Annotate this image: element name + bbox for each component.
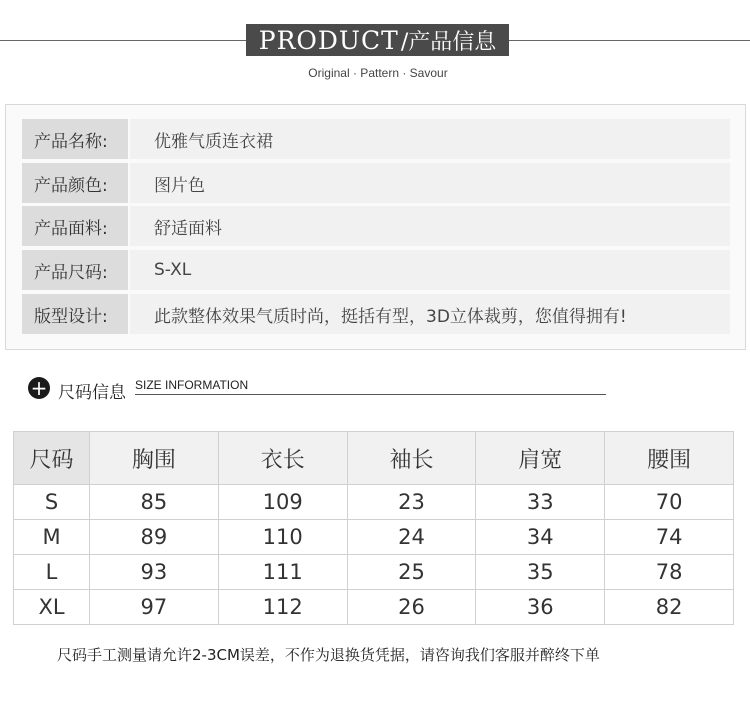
table-row: [14, 520, 734, 555]
info-label: 产品面料:: [22, 206, 128, 246]
table-cell: 24: [347, 520, 476, 555]
table-row: [14, 485, 734, 520]
table-cell: 111: [218, 555, 347, 590]
info-row-color: [22, 163, 730, 203]
info-row-design: [22, 294, 730, 334]
size-section-title: 尺码信息: [58, 383, 126, 403]
info-value: S-XL: [130, 250, 730, 290]
table-cell: 85: [90, 485, 219, 520]
info-label: 产品颜色:: [22, 163, 128, 203]
header-title-en: PRODUCT: [258, 25, 399, 55]
table-cell: 89: [90, 520, 219, 555]
table-row: [14, 555, 734, 590]
size-section-subtitle: SIZE INFORMATION: [135, 378, 249, 392]
table-cell: L: [14, 555, 90, 590]
table-cell: 70: [605, 485, 734, 520]
table-row: [14, 590, 734, 625]
col-header-bust: 胸围: [90, 432, 219, 485]
info-value: 舒适面料: [130, 206, 730, 246]
table-cell: 109: [218, 485, 347, 520]
info-value: 此款整体效果气质时尚，挺括有型，3D立体裁剪，您值得拥有!: [130, 294, 730, 334]
product-info-panel: [5, 104, 746, 350]
table-cell: 110: [218, 520, 347, 555]
col-header-sleeve: 袖长: [347, 432, 476, 485]
table-cell: S: [14, 485, 90, 520]
header-banner: [246, 24, 509, 56]
table-cell: 93: [90, 555, 219, 590]
table-cell: 23: [347, 485, 476, 520]
col-header-length: 衣长: [218, 432, 347, 485]
header-title-cn: /产品信息: [400, 29, 497, 55]
table-cell: 78: [605, 555, 734, 590]
table-cell: 74: [605, 520, 734, 555]
table-cell: 112: [218, 590, 347, 625]
info-row-name: [22, 119, 730, 159]
col-header-shoulder: 肩宽: [476, 432, 605, 485]
size-table: [13, 431, 734, 625]
table-cell: 25: [347, 555, 476, 590]
size-section-rule: [135, 394, 606, 395]
header-subtitle: Original · Pattern · Savour: [308, 66, 448, 80]
plus-circle-icon: +: [28, 377, 50, 399]
measurement-note: 尺码手工测量请允许2-3CM误差，不作为退换货凭据，请咨询我们客服并醉终下单: [57, 646, 600, 664]
table-cell: XL: [14, 590, 90, 625]
size-table-header: [14, 432, 734, 485]
info-label: 版型设计:: [22, 294, 128, 334]
table-cell: 34: [476, 520, 605, 555]
info-label: 产品尺码:: [22, 250, 128, 290]
info-label: 产品名称:: [22, 119, 128, 159]
info-value: 图片色: [130, 163, 730, 203]
table-cell: 82: [605, 590, 734, 625]
table-cell: 36: [476, 590, 605, 625]
table-cell: M: [14, 520, 90, 555]
table-cell: 33: [476, 485, 605, 520]
table-cell: 97: [90, 590, 219, 625]
info-value: 优雅气质连衣裙: [130, 119, 730, 159]
table-cell: 26: [347, 590, 476, 625]
info-row-size: [22, 250, 730, 290]
col-header-size: 尺码: [14, 432, 90, 485]
info-row-fabric: [22, 206, 730, 246]
table-cell: 35: [476, 555, 605, 590]
col-header-waist: 腰围: [605, 432, 734, 485]
